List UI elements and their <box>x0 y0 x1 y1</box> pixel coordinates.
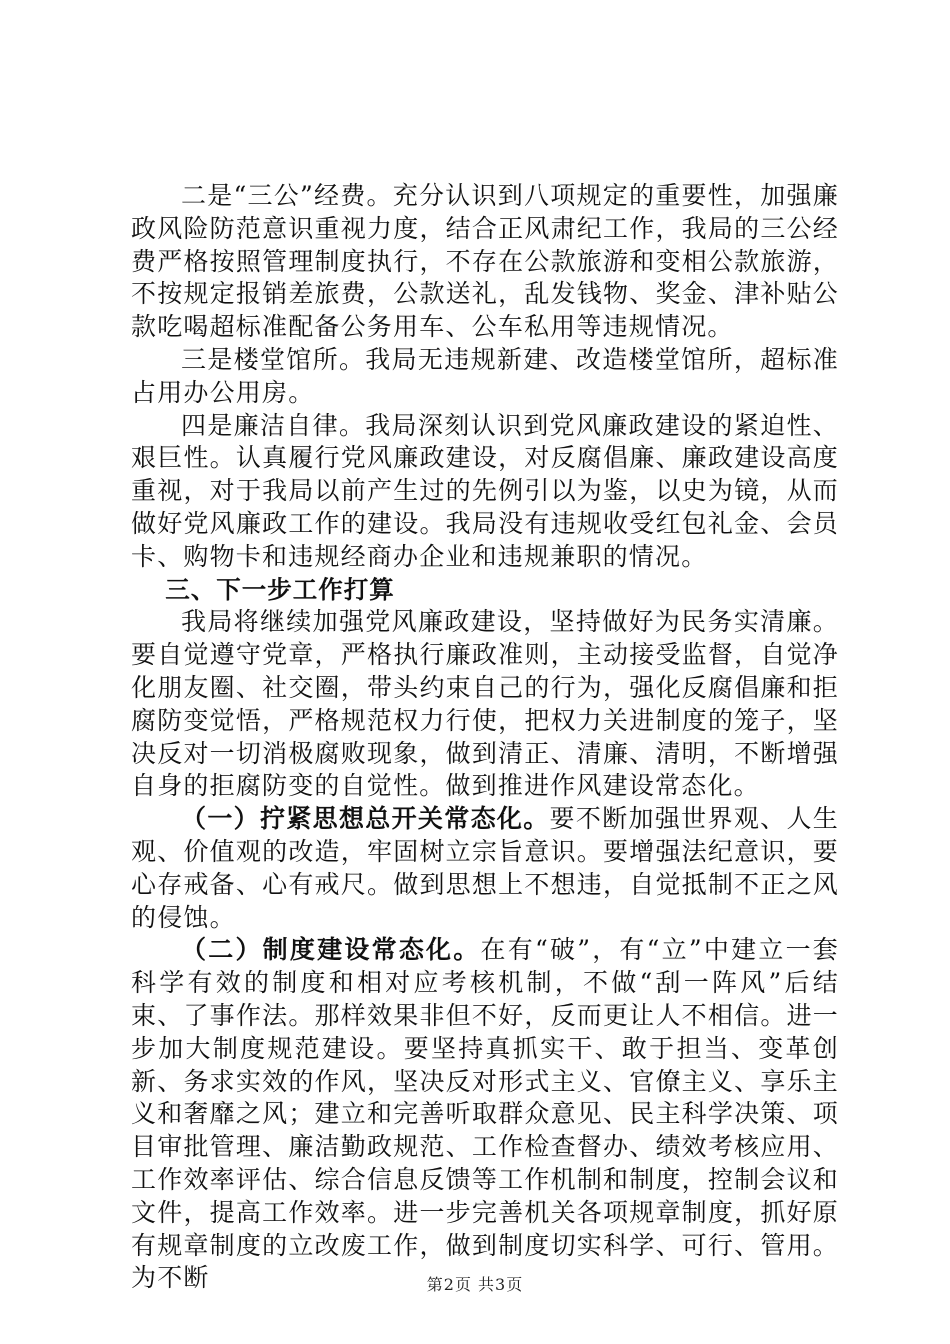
paragraph-text: 四是廉洁自律。我局深刻认识到党风廉政建设的紧迫性、艰巨性。认真履行党风廉政建设，对反腐倡廉、廉政建设高度重视，对于我局以前产生过的先例引以为鉴，以史为镜，从而做好党风廉政工作的建设。我局没有违规收受红包礼金、会员卡、购物卡和违规经商办企业和违规兼职的情况。 <box>131 410 839 571</box>
paragraph-self-discipline <box>131 410 839 574</box>
paragraph-thinking-switch <box>131 803 839 934</box>
paragraph-next-steps <box>131 606 839 803</box>
page-number-footer: 第2页 共3页 <box>426 1275 524 1294</box>
document-body <box>131 180 839 1295</box>
paragraph-sangong-funds <box>131 180 839 344</box>
paragraph-lead: （二）制度建设常态化。 <box>181 935 481 965</box>
section-heading: 三、下一步工作打算 <box>165 574 395 604</box>
paragraph-text: 我局将继续加强党风廉政建设，坚持做好为民务实清廉。要自觉遵守党章，严格执行廉政准则，主动接受监督，自觉净化朋友圈、社交圈，带头约束自己的行为，强化反腐倡廉和拒腐防变觉悟，严格规范权力行使，把权力关进制度的笼子，坚决反对一切消极腐败现象，做到清正、清廉、清明，不断增强自身的拒腐防变的自觉性。做到推进作风建设常态化。 <box>131 607 839 801</box>
paragraph-text: 在有“破”，有“立”中建立一套科学有效的制度和相对应考核机制，不做“刮一阵风”后结束、了事作法。那样效果非但不好，反而更让人不相信。进一步加大制度规范建设。要坚持真抓实干、敢于担当、变革创新、务求实效的作风，坚决反对形式主义、官僚主义、享乐主义和奢靡之风；建立和完善听取群众意见、民主科学决策、项目审批管理、廉洁勤政规范、工作检查督办、绩效考核应用、工作效率评估、综合信息反馈等工作机制和制度，控制会议和文件，提高工作效率。进一步完善机关各项规章制度，抓好原有规章制度的立改废工作，做到制度切实科学、可行、管用。为不断 <box>131 935 840 1293</box>
paragraph-text: 三是楼堂馆所。我局无违规新建、改造楼堂馆所，超标准占用办公用房。 <box>131 344 839 407</box>
paragraph-text: 要不断加强世界观、人生观、价值观的改造，牢固树立宗旨意识。要增强法纪意识，要心存戒备、心有戒尺。做到思想上不想违，自觉抵制不正之风的侵蚀。 <box>131 804 839 932</box>
paragraph-lead: （一）拧紧思想总开关常态化。 <box>181 804 550 834</box>
paragraph-buildings <box>131 344 839 410</box>
paragraph-institution-building <box>131 934 839 1295</box>
paragraph-text: 二是“三公”经费。充分认识到八项规定的重要性，加强廉政风险防范意识重视力度，结合正风肃纪工作，我局的三公经费严格按照管理制度执行，不存在公款旅游和变相公款旅游，不按规定报销差旅费，公款送礼，乱发钱物、奖金、津补贴公款吃喝超标准配备公务用车、公车私用等违规情况。 <box>131 181 839 342</box>
